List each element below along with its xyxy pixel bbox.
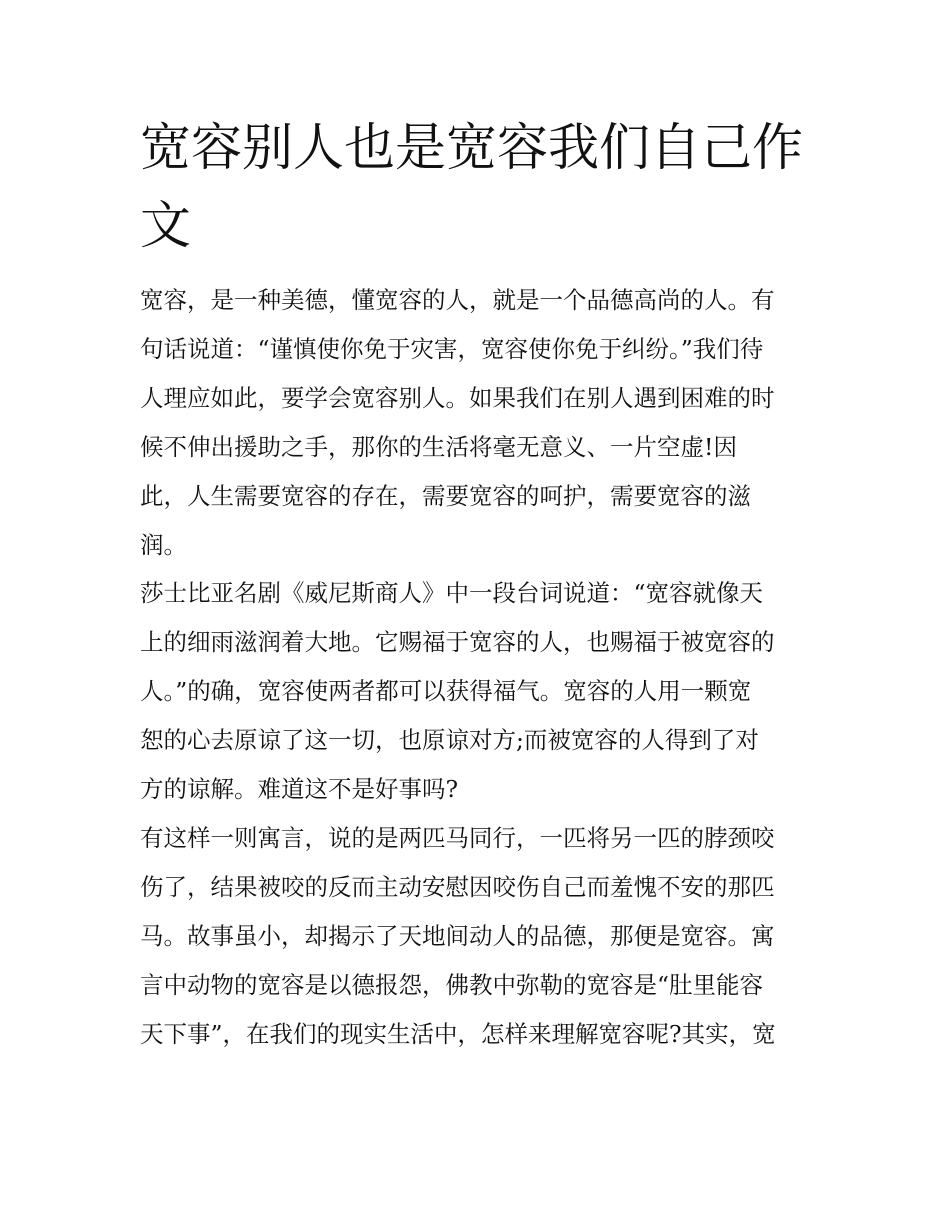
paragraph-line: 方的谅解。难道这不是好事吗? (140, 775, 459, 804)
paragraph-line: 候不伸出援助之手，那你的生活将毫无意义、一片空虚!因 (140, 432, 737, 461)
paragraph-line: 莎士比亚名剧《威尼斯商人》中一段台词说道：“宽容就像天 (140, 579, 764, 608)
paragraph-3 (140, 814, 820, 1059)
title-line: 宽容别人也是宽容我们自己作 (140, 119, 804, 178)
paragraph-line: 言中动物的宽容是以德报怨，佛教中弥勒的宽容是“肚里能容 (140, 970, 764, 999)
paragraph-line: 马。故事虽小，却揭示了天地间动人的品德，那便是宽容。寓 (140, 921, 775, 950)
paragraph-line: 天下事”，在我们的现实生活中，怎样来理解宽容呢?其实，宽 (140, 1019, 776, 1048)
document-body (140, 276, 820, 1059)
paragraph-line: 有这样一则寓言，说的是两匹马同行，一匹将另一匹的脖颈咬 (140, 823, 775, 852)
paragraph-2 (140, 569, 820, 814)
title-line: 文 (140, 197, 192, 256)
paragraph-line: 恕的心去原谅了这一切，也原谅对方;而被宽容的人得到了对 (140, 726, 759, 755)
document-title (140, 110, 830, 266)
paragraph-line: 句话说道：“谨慎使你免于灾害，宽容使你免于纠纷。”我们待 (140, 334, 764, 363)
paragraph-line: 伤了，结果被咬的反而主动安慰因咬伤自己而羞愧不安的那匹 (140, 872, 775, 901)
paragraph-line: 润。 (140, 530, 187, 559)
paragraph-line: 上的细雨滋润着大地。它赐福于宽容的人，也赐福于被宽容的 (140, 628, 775, 657)
paragraph-line: 宽容，是一种美德，懂宽容的人，就是一个品德高尚的人。有 (140, 286, 775, 314)
paragraph-line: 此，人生需要宽容的存在，需要宽容的呵护，需要宽容的滋 (140, 481, 751, 510)
paragraph-line: 人。”的确，宽容使两者都可以获得福气。宽容的人用一颗宽 (140, 677, 752, 706)
paragraph-1 (140, 276, 820, 569)
paragraph-line: 人理应如此，要学会宽容别人。如果我们在别人遇到困难的时 (140, 383, 775, 412)
